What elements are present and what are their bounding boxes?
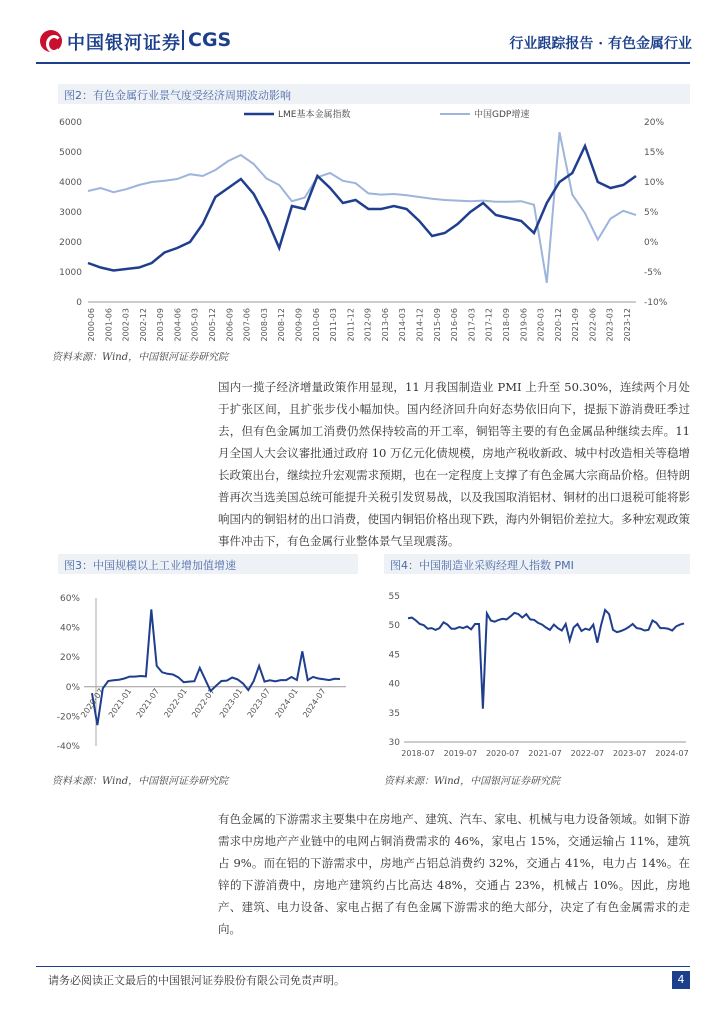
x-tick-label: 2019-07 bbox=[443, 749, 478, 758]
figure4-chart bbox=[378, 580, 694, 776]
x-tick-label: 2005-03 bbox=[190, 308, 200, 342]
x-tick-label: 2011-12 bbox=[346, 308, 356, 342]
x-tick-label: 2014-12 bbox=[415, 308, 425, 342]
x-tick-label: 2021-09 bbox=[571, 308, 581, 342]
x-tick-label: 2022-07 bbox=[190, 686, 217, 720]
x-tick-label: 2023-07 bbox=[612, 749, 647, 758]
x-tick-label: 2008-12 bbox=[277, 308, 287, 342]
y-tick-label: -40% bbox=[56, 742, 80, 752]
report-type: 行业跟踪报告 · 有色金属行业 bbox=[509, 36, 692, 52]
x-tick-label: 2021-07 bbox=[528, 749, 562, 758]
x-tick-label: 2023-03 bbox=[605, 308, 615, 342]
footer-divider bbox=[36, 966, 690, 967]
x-tick-label: 2001-06 bbox=[104, 308, 114, 342]
right-y-tick-label: -10% bbox=[644, 298, 668, 308]
figure2-source: 资料来源：Wind，中国银河证券研究院 bbox=[52, 352, 229, 363]
figure2-title: 图2：有色金属行业景气度受经济周期波动影响 bbox=[58, 84, 690, 104]
left-y-tick-label: 0 bbox=[76, 298, 82, 308]
x-tick-label: 2007-06 bbox=[242, 308, 252, 342]
y-tick-label: 40% bbox=[59, 623, 80, 634]
logo-english-name: CGS bbox=[188, 29, 232, 51]
y-tick-label: 45 bbox=[388, 650, 400, 661]
x-tick-label: 2020-12 bbox=[553, 308, 563, 342]
x-tick-label: 2022-07 bbox=[570, 749, 605, 758]
logo-chinese-name: 中国银河证券 bbox=[67, 33, 181, 54]
x-tick-label: 2021-01 bbox=[106, 686, 134, 720]
y-tick-label: 30 bbox=[388, 738, 400, 748]
y-tick-label: 20% bbox=[59, 653, 80, 664]
right-y-tick-label: -5% bbox=[644, 268, 662, 278]
left-y-tick-label: 2000 bbox=[59, 238, 82, 248]
x-tick-label: 2020-07 bbox=[485, 749, 520, 758]
x-tick-label: 2022-01 bbox=[162, 686, 189, 720]
y-tick-label: 35 bbox=[388, 708, 400, 719]
right-y-tick-label: 20% bbox=[644, 118, 665, 128]
x-tick-label: 2017-03 bbox=[467, 308, 477, 342]
logo-divider bbox=[182, 30, 184, 50]
figure3-source: 资料来源：Wind，中国银河证券研究院 bbox=[52, 776, 229, 787]
x-tick-label: 2023-01 bbox=[217, 686, 245, 720]
y-tick-label: 60% bbox=[59, 594, 80, 604]
x-tick-label: 2017-12 bbox=[484, 308, 494, 342]
x-tick-label: 2020-07 bbox=[79, 686, 106, 720]
y-tick-label: 55 bbox=[388, 592, 400, 602]
left-y-tick-label: 4000 bbox=[59, 178, 82, 188]
x-tick-label: 2011-03 bbox=[329, 308, 339, 342]
x-tick-label: 2006-09 bbox=[225, 308, 235, 342]
page-number: 4 bbox=[672, 971, 690, 989]
x-tick-label: 2024-01 bbox=[273, 686, 300, 720]
y-tick-label: 40 bbox=[388, 679, 400, 690]
right-y-tick-label: 10% bbox=[644, 178, 665, 188]
x-tick-label: 2019-06 bbox=[519, 308, 529, 342]
pmi-line bbox=[408, 610, 684, 709]
y-tick-label: 50 bbox=[388, 621, 400, 632]
figure2-chart bbox=[48, 106, 698, 348]
x-tick-label: 2015-09 bbox=[432, 308, 442, 342]
legend-gdp-label: 中国GDP增速 bbox=[474, 110, 530, 120]
legend-lme-label: LME基本金属指数 bbox=[278, 110, 351, 120]
left-y-tick-label: 1000 bbox=[59, 268, 82, 278]
gdp-growth-line bbox=[88, 132, 636, 283]
x-tick-label: 2020-03 bbox=[536, 308, 546, 342]
left-y-tick-label: 6000 bbox=[59, 118, 82, 128]
x-tick-label: 2009-09 bbox=[294, 308, 304, 342]
x-tick-label: 2003-09 bbox=[156, 308, 166, 342]
x-tick-label: 2018-07 bbox=[401, 749, 435, 758]
right-y-tick-label: 5% bbox=[644, 208, 659, 218]
company-logo-icon bbox=[40, 30, 62, 52]
x-tick-label: 2013-06 bbox=[380, 308, 390, 342]
body-paragraph-2: 有色金属的下游需求主要集中在房地产、建筑、汽车、家电、机械与电力设备领域。如铜下游需求中房地产产业链中的电网占铜消费需求的 46%，家电占 15%，交通运输占 11%，建筑占 9%。而在铝的下游需求中，房地产占铝总消费约 32%，交通占 41%，电力占 14%。在锌的下游消费中，房地产建筑约占比高达 48%，交通占 23%，机械占 10%。因此，房地产、建筑、电力设备、家电占据了有色金属下游需求的绝大部分，决定了有色金属需求的走向。 bbox=[218, 812, 690, 936]
x-tick-label: 2021-07 bbox=[134, 686, 162, 720]
x-tick-label: 2023-12 bbox=[623, 308, 632, 342]
x-tick-label: 2023-07 bbox=[245, 686, 273, 720]
x-tick-label: 2004-06 bbox=[173, 308, 183, 342]
footer-disclaimer: 请务必阅读正文最后的中国银河证券股份有限公司免责声明。 bbox=[48, 974, 345, 987]
x-tick-label: 2002-03 bbox=[121, 308, 131, 342]
header-divider bbox=[36, 62, 690, 64]
page-header bbox=[0, 0, 724, 72]
y-tick-label: 0% bbox=[65, 682, 80, 693]
x-tick-label: 2014-03 bbox=[398, 308, 408, 342]
x-tick-label: 2002-12 bbox=[138, 308, 148, 342]
x-tick-label: 2012-09 bbox=[363, 308, 373, 342]
figure4-source: 资料来源：Wind，中国银河证券研究院 bbox=[384, 776, 561, 787]
x-tick-label: 2022-06 bbox=[588, 308, 598, 342]
right-y-tick-label: 15% bbox=[644, 148, 665, 158]
figure3-title: 图3：中国规模以上工业增加值增速 bbox=[58, 554, 358, 574]
x-tick-label: 2010-06 bbox=[311, 308, 321, 342]
left-y-tick-label: 3000 bbox=[59, 208, 82, 218]
y-tick-label: -20% bbox=[56, 712, 80, 723]
x-tick-label: 2008-03 bbox=[259, 308, 269, 342]
x-tick-label: 2016-06 bbox=[450, 308, 460, 342]
figure3-chart bbox=[50, 580, 362, 776]
body-paragraph-1: 国内一揽子经济增量政策作用显现，11 月我国制造业 PMI 上升至 50.30%，连续两个月处于扩张区间，且扩张步伐小幅加快。国内经济回升向好态势依旧向下，提振下游消费旺季过去，但有色金属加工消费仍然保持较高的开工率，铜铝等主要的有色金属品种继续去库。11 月全国人大会议審批通过政府 10 万亿元化债规模，房地产税收新政、城中村改造相关等稳增长政策出台，继续拉升宏观需求预期，也在一定程度上支撑了有色金属大宗商品价格。但特朗普再次当选美国总统可能提升关税引发贸易战，以及我国取消铝材、铜材的出口退税可能将影响国内的铜铝材的出口消费，使国内铜铝价格出现下跌，海内外铜铝价差拉大。多种宏观政策事件冲击下，有色金属行业整体景气呈现震荡。 bbox=[218, 380, 690, 548]
industrial-growth-line bbox=[92, 609, 340, 725]
left-y-tick-label: 5000 bbox=[59, 148, 82, 158]
right-y-tick-label: 0% bbox=[644, 238, 659, 248]
x-tick-label: 2018-09 bbox=[501, 308, 511, 342]
figure4-title: 图4：中国制造业采购经理人指数 PMI bbox=[384, 554, 690, 574]
x-tick-label: 2000-06 bbox=[87, 308, 96, 342]
x-tick-label: 2024-07 bbox=[301, 686, 328, 720]
x-tick-label: 2005-12 bbox=[208, 308, 218, 342]
x-tick-label: 2024-07 bbox=[655, 749, 689, 758]
